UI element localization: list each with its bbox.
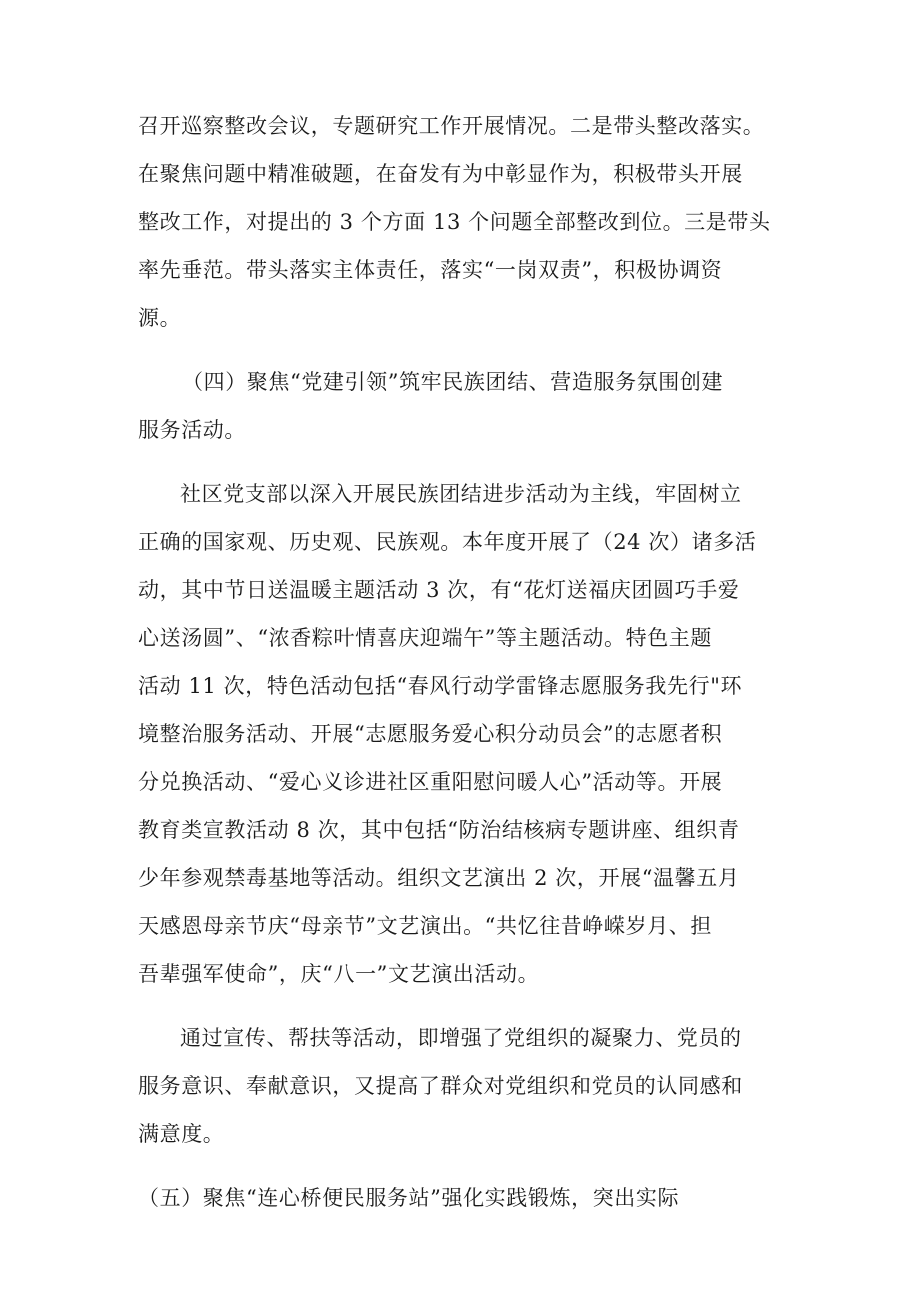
paragraph-community-activities bbox=[138, 470, 790, 998]
heading-line: （四）聚焦“党建引领”筑牢民族团结、营造服务氛围创建 bbox=[182, 370, 724, 394]
paragraph-conclusion bbox=[138, 1014, 790, 1158]
text-line: 动，其中节日送温暖主题活动 3 次，有“花灯送福庆团圆巧手爱 bbox=[138, 578, 740, 602]
section-heading-4 bbox=[138, 358, 790, 454]
text-line: 满意度。 bbox=[138, 1122, 225, 1146]
text-line: 通过宣传、帮扶等活动，即增强了党组织的凝聚力、党员的 bbox=[180, 1026, 742, 1050]
text-line: 正确的国家观、历史观、民族观。本年度开展了（24 次）诸多活 bbox=[138, 530, 757, 554]
text-line: 源。 bbox=[138, 306, 182, 330]
text-line: 教育类宣教活动 8 次，其中包括“防治结核病专题讲座、组织青 bbox=[138, 818, 740, 842]
text-line: 心送汤圆”、“浓香粽叶情喜庆迎端午”等主题活动。特色主题 bbox=[138, 626, 713, 650]
text-line: 分兑换活动、“爱心义诊进社区重阳慰问暖人心”活动等。开展 bbox=[138, 770, 723, 794]
text-line: 天感恩母亲节庆“母亲节”文艺演出。“共忆往昔峥嵘岁月、担 bbox=[138, 914, 713, 938]
text-line: 召开巡察整改会议，专题研究工作开展情况。二是带头整改落实。 bbox=[138, 114, 765, 138]
text-line: 少年参观禁毒基地等活动。组织文艺演出 2 次，开展“温馨五月 bbox=[138, 866, 740, 890]
text-line: 活动 11 次，特色活动包括“春风行动学雷锋志愿服务我先行"环 bbox=[138, 674, 743, 698]
heading-line: 服务活动。 bbox=[138, 418, 246, 442]
text-line: 在聚焦问题中精准破题，在奋发有为中彰显作为，积极带头开展 bbox=[138, 162, 743, 186]
section-heading-5 bbox=[138, 1174, 790, 1222]
text-line: 服务意识、奉献意识，又提高了群众对党组织和党员的认同感和 bbox=[138, 1074, 743, 1098]
paragraph-rectification bbox=[138, 102, 790, 342]
text-line: 境整治服务活动、开展“志愿服务爱心积分动员会”的志愿者积 bbox=[138, 722, 723, 746]
document-body bbox=[138, 102, 790, 1222]
heading-line: （五）聚焦“连心桥便民服务站”强化实践锻炼，突出实际 bbox=[138, 1186, 680, 1210]
text-line: 整改工作，对提出的 3 个方面 13 个问题全部整改到位。三是带头 bbox=[138, 210, 771, 234]
text-line: 吾辈强军使命”，庆“八一”文艺演出活动。 bbox=[138, 962, 540, 986]
text-line: 率先垂范。带头落实主体责任，落实“一岗双责”，积极协调资 bbox=[138, 258, 723, 282]
text-line: 社区党支部以深入开展民族团结进步活动为主线，牢固树立 bbox=[180, 482, 742, 506]
